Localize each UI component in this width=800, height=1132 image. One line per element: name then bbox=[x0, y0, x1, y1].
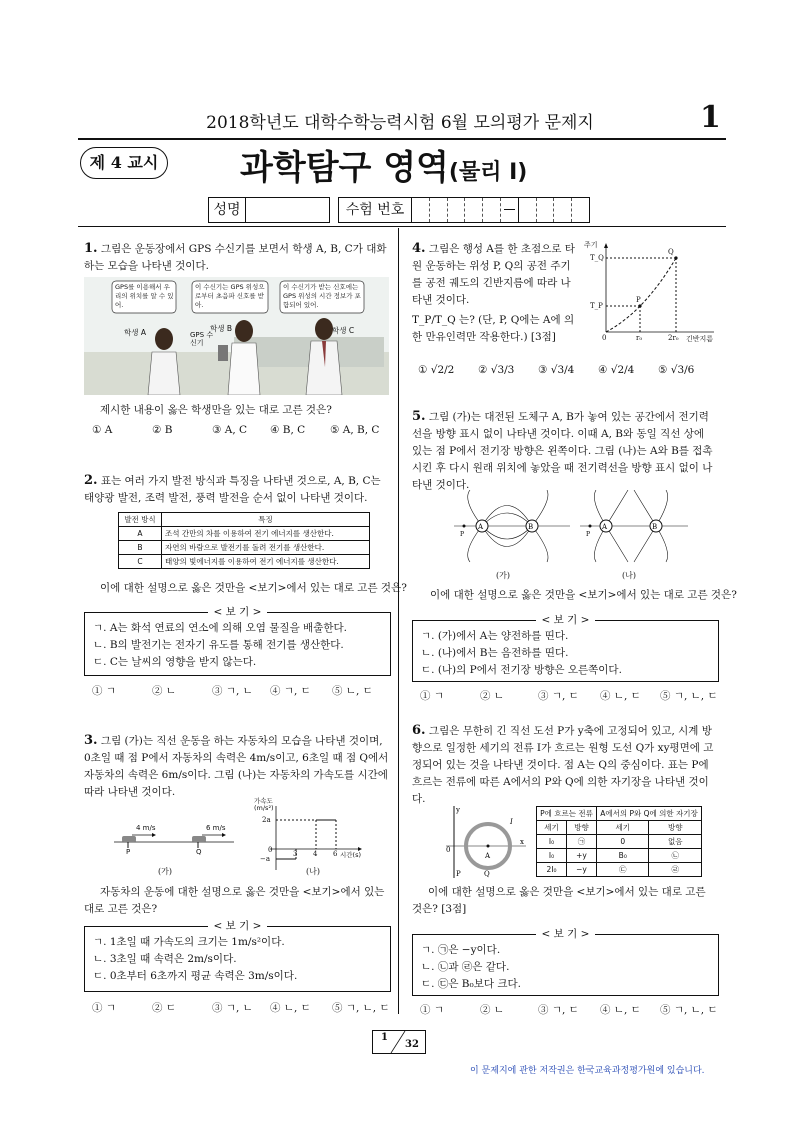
table-cell: 0 bbox=[597, 835, 649, 849]
choice-3[interactable]: ③ √3/4 bbox=[538, 364, 575, 376]
table-row bbox=[119, 541, 370, 555]
table-cell: 자연의 바람으로 발전기를 돌려 전기를 생산한다. bbox=[162, 541, 370, 555]
choice-2[interactable]: ② B bbox=[152, 424, 173, 436]
question-4-text bbox=[412, 240, 580, 309]
graph-r0: r₀ bbox=[636, 334, 643, 342]
question-5-figure bbox=[452, 490, 692, 580]
bogi-item: ㄴ. 3초일 때 속력은 2m/s이다. bbox=[93, 953, 237, 965]
choice-2[interactable]: ② √3/3 bbox=[478, 364, 515, 376]
svg-text:Q: Q bbox=[484, 870, 490, 878]
question-number: 1. bbox=[84, 241, 98, 256]
question-3-choices bbox=[92, 1000, 390, 1015]
question-number: 3. bbox=[84, 733, 98, 748]
table-cell: B bbox=[119, 541, 162, 555]
question-2-prompt: 이에 대한 설명으로 옳은 것만을 <보기>에서 있는 대로 고른 것은? bbox=[100, 582, 407, 594]
question-1-choices bbox=[92, 424, 379, 436]
table-cell: ㉣ bbox=[649, 863, 702, 877]
bogi-item: ㄱ. ㉠은 −y이다. bbox=[421, 944, 501, 956]
caption-ga: (가) bbox=[496, 571, 510, 580]
id-cell bbox=[412, 198, 430, 222]
question-6-text bbox=[412, 722, 717, 808]
table-cell: 태양의 빛에너지를 이용하여 전기 에너지를 생산한다. bbox=[162, 555, 370, 569]
question-body: 그림은 행성 A를 한 초점으로 타원 운동하는 위성 P, Q의 공전 주기를 공전 궤도의 긴반지름에 따라 나타낸 것이다. bbox=[412, 243, 575, 306]
choice-4[interactable]: ④ ㄴ, ㄷ bbox=[600, 1004, 641, 1016]
choice-1[interactable]: ① √2/2 bbox=[418, 364, 455, 376]
column-divider bbox=[398, 228, 399, 1014]
table-cell: B₀ bbox=[597, 849, 649, 863]
bogi-title-text: < 보 기 > bbox=[208, 606, 268, 618]
id-cell bbox=[519, 198, 537, 222]
graph-2r0: 2r₀ bbox=[668, 334, 679, 342]
speed-p-label: 4 m/s bbox=[136, 824, 156, 832]
choice-5[interactable]: ⑤ ㄱ, ㄴ, ㄷ bbox=[660, 1004, 718, 1016]
header-divider bbox=[78, 226, 726, 227]
graph-x-tick: 4 bbox=[313, 850, 318, 858]
id-cell bbox=[483, 198, 501, 222]
choice-5[interactable]: ⑤ A, B, C bbox=[330, 424, 380, 436]
choice-3[interactable]: ③ ㄱ, ㄴ bbox=[212, 685, 253, 697]
question-body: 그림은 무한히 긴 직선 도선 P가 y축에 고정되어 있고, 시계 방향으로 일정한 세기의 전류 I가 흐르는 원형 도선 Q가 xy평면에 고정되어 있는 것을 나타낸 것이다. 점 A는 Q의 중심이다. 표는 P에 흐르는 전류에 따른 A에서의 P와 Q에 의한 자기장을 나타낸 것이다. bbox=[412, 725, 714, 805]
graph-x-label: 시간(s) bbox=[340, 851, 362, 859]
question-3-prompt: 자동차의 운동에 대한 설명으로 옳은 것만을 <보기>에서 있는 대로 고른 것은? bbox=[84, 886, 385, 915]
choice-3[interactable]: ③ ㄱ, ㄴ bbox=[212, 1002, 253, 1014]
choice-1[interactable]: ① ㄱ bbox=[420, 690, 444, 702]
svg-text:B: B bbox=[652, 523, 658, 531]
table-subheader: 방향 bbox=[567, 821, 597, 835]
question-3-figure bbox=[110, 797, 380, 880]
total-pages: 32 bbox=[405, 1039, 419, 1050]
bogi-item: ㄴ. B의 발전기는 전자기 유도를 통해 전기를 생산한다. bbox=[93, 639, 344, 651]
field-lines-svg bbox=[452, 490, 692, 580]
table-cell: ㉡ bbox=[649, 849, 702, 863]
name-field[interactable] bbox=[208, 197, 330, 223]
table-row bbox=[119, 527, 370, 541]
bogi-item: ㄴ. ㉡과 ㉣은 같다. bbox=[421, 961, 510, 973]
svg-text:B: B bbox=[528, 523, 534, 531]
subject-main: 과학탐구 영역 bbox=[240, 148, 449, 188]
choice-2[interactable]: ② ㄴ bbox=[480, 1004, 504, 1016]
bogi-title-text: < 보 기 > bbox=[536, 928, 596, 940]
question-3-text bbox=[84, 732, 389, 801]
choice-1[interactable]: ① ㄱ bbox=[92, 685, 116, 697]
point-p-label: P bbox=[126, 848, 131, 856]
gps-students-illustration bbox=[84, 277, 389, 395]
svg-text:A: A bbox=[478, 523, 484, 531]
question-6-choices bbox=[420, 1002, 718, 1017]
table-cell: 조석 간만의 차를 이용하여 전기 에너지를 생산한다. bbox=[162, 527, 370, 541]
question-number: 5. bbox=[412, 409, 426, 424]
table-cell: A bbox=[119, 527, 162, 541]
table-cell: 없음 bbox=[649, 835, 702, 849]
choice-4[interactable]: ④ ㄱ, ㄷ bbox=[270, 685, 311, 697]
id-cell bbox=[537, 198, 555, 222]
graph-tp: T_P bbox=[590, 302, 603, 310]
subject-sub: (물리 I) bbox=[448, 160, 528, 185]
point-q: Q bbox=[668, 248, 674, 256]
bogi-title bbox=[413, 926, 718, 943]
caption-ga: (가) bbox=[158, 867, 172, 876]
bogi-title bbox=[85, 918, 390, 935]
table-cell: 2I₀ bbox=[537, 863, 567, 877]
id-cell bbox=[448, 198, 466, 222]
table-row bbox=[537, 835, 702, 849]
page-counter bbox=[372, 1030, 426, 1054]
question-body: 그림 (가)는 대전된 도체구 A, B가 놓여 있는 공간에서 전기력선을 방향 표시 없이 나타낸 것이다. 이때 A, B와 동일 직선 상에 있는 점 P에서 전기장 방향은 왼쪽이다. 그림 (나)는 A와 B를 접촉시킨 후 다시 원래 위치에 놓았을 때 전기력선을 방향 표시 없이 나타낸 것이다. bbox=[412, 411, 713, 491]
subject-title bbox=[240, 140, 527, 189]
choice-4[interactable]: ④ B, C bbox=[270, 424, 306, 436]
caption-na: (나) bbox=[306, 867, 320, 876]
svg-text:y: y bbox=[456, 806, 460, 814]
point-q-label: Q bbox=[196, 848, 202, 856]
label-gps-receiver: GPS 수신기 bbox=[190, 331, 214, 347]
question-6-prompt: 이에 대한 설명으로 옳은 것만을 <보기>에서 있는 대로 고른 것은? [3점] bbox=[412, 886, 706, 915]
table-header: 특징 bbox=[162, 513, 370, 527]
table-subheader: 방향 bbox=[649, 821, 702, 835]
bogi-item: ㄱ. 1초일 때 가속도의 크기는 1m/s²이다. bbox=[93, 936, 285, 948]
question-6-figure bbox=[440, 806, 528, 878]
question-5-prompt: 이에 대한 설명으로 옳은 것만을 <보기>에서 있는 대로 고른 것은? bbox=[430, 589, 737, 601]
period-graph-svg bbox=[584, 240, 724, 346]
graph-x-label: 긴반지름 bbox=[686, 335, 714, 343]
table-subheader: 세기 bbox=[537, 821, 567, 835]
table-cell: C bbox=[119, 555, 162, 569]
graph-y-2a: 2a bbox=[262, 816, 271, 824]
question-number: 4. bbox=[412, 241, 426, 256]
table-cell: +y bbox=[567, 849, 597, 863]
table-row bbox=[537, 849, 702, 863]
bogi-item: ㄷ. (나)의 P에서 전기장 방향은 오른쪽이다. bbox=[421, 664, 622, 676]
bogi-item: ㄷ. ㉢은 B₀보다 크다. bbox=[421, 978, 521, 990]
id-dash-cell bbox=[501, 198, 519, 222]
choice-5[interactable]: ⑤ ㄱ, ㄴ, ㄷ bbox=[332, 1002, 390, 1014]
bogi-title bbox=[413, 612, 718, 629]
question-2-text bbox=[84, 472, 389, 507]
question-2-bogi bbox=[84, 606, 391, 676]
question-5-bogi bbox=[412, 614, 719, 682]
exam-title: 2018학년도 대학수학능력시험 6월 모의평가 문제지 bbox=[206, 113, 594, 133]
question-2-choices bbox=[92, 683, 373, 698]
choice-1[interactable]: ① ㄱ bbox=[92, 1002, 116, 1014]
speed-q-label: 6 m/s bbox=[206, 824, 226, 832]
svg-text:A: A bbox=[485, 852, 491, 860]
choice-5[interactable]: ⑤ ㄱ, ㄴ, ㄷ bbox=[660, 690, 718, 702]
table-cell: I₀ bbox=[537, 835, 567, 849]
bogi-title-text: < 보 기 > bbox=[208, 920, 268, 932]
graph-y-label: 가속도 (m/s²) bbox=[254, 797, 274, 812]
question-6-table bbox=[536, 806, 702, 877]
table-cell: −y bbox=[567, 863, 597, 877]
table-row bbox=[119, 555, 370, 569]
exam-id-label: 수험 번호 bbox=[339, 198, 412, 222]
table-subheader: 세기 bbox=[597, 821, 649, 835]
question-2-table bbox=[118, 512, 370, 569]
choice-4[interactable]: ④ ㄴ, ㄷ bbox=[600, 690, 641, 702]
question-4-ask: T_P/T_Q 는? (단, P, Q에는 A에 의한 만유인력만 작용한다.) [3점] bbox=[412, 314, 575, 343]
choice-3[interactable]: ③ ㄱ, ㄷ bbox=[538, 690, 579, 702]
bogi-item: ㄷ. 0초부터 6초까지 평균 속력은 3m/s이다. bbox=[93, 970, 298, 982]
session-badge: 제 4 교시 bbox=[80, 147, 168, 179]
question-6-bogi bbox=[412, 928, 719, 996]
question-body: 그림 (가)는 직선 운동을 하는 자동차의 모습을 나타낸 것이며, 0초일 때 점 P에서 자동차의 속력은 4m/s이고, 6초일 때 점 Q에서 자동차의 속력은 6m/s이다. 그림 (나)는 자동차의 가속도를 시간에 따라 나타낸 것이다. bbox=[84, 735, 389, 798]
id-cell bbox=[465, 198, 483, 222]
graph-x-tick: 6 bbox=[333, 850, 338, 858]
question-body: 표는 여러 가지 발전 방식과 특징을 나타낸 것으로, A, B, C는 태양광 발전, 조력 발전, 풍력 발전을 순서 없이 나타낸 것이다. bbox=[84, 475, 381, 504]
bogi-item: ㄴ. (나)에서 B는 음전하를 띤다. bbox=[421, 647, 569, 659]
choice-1[interactable]: ① A bbox=[92, 424, 113, 436]
svg-text:P: P bbox=[460, 531, 465, 538]
choice-3[interactable]: ③ A, C bbox=[212, 424, 248, 436]
id-cell bbox=[554, 198, 572, 222]
svg-text:0: 0 bbox=[446, 846, 451, 854]
choice-2[interactable]: ② ㄴ bbox=[152, 685, 176, 697]
table-cell: ㉢ bbox=[597, 863, 649, 877]
bogi-item: ㄱ. (가)에서 A는 양전하를 띤다. bbox=[421, 630, 569, 642]
bogi-item: ㄱ. A는 화석 연료의 연소에 의해 오염 물질을 배출한다. bbox=[93, 622, 347, 634]
bogi-title bbox=[85, 604, 390, 621]
page-number: 1 bbox=[700, 100, 721, 135]
wire-loop-svg bbox=[440, 806, 528, 878]
id-cell bbox=[572, 198, 589, 222]
bubble-b: 이 수신기는 GPS 위성으로부터 초음파 신호를 받아. bbox=[195, 283, 265, 309]
choice-2[interactable]: ② ㄷ bbox=[152, 1002, 176, 1014]
svg-text:x: x bbox=[520, 838, 524, 846]
choice-2[interactable]: ② ㄴ bbox=[480, 690, 504, 702]
question-4-choices bbox=[418, 364, 694, 376]
graph-x-tick: 3 bbox=[293, 850, 298, 858]
bubble-c: 이 수신기가 받는 신호에는 GPS 위성의 시간 정보가 포함되어 있어. bbox=[283, 283, 361, 309]
caption-na: (나) bbox=[622, 571, 636, 580]
choice-5[interactable]: ⑤ ㄴ, ㄷ bbox=[332, 685, 373, 697]
name-label: 성명 bbox=[209, 198, 246, 222]
graph-y-neg-a: −a bbox=[260, 855, 271, 863]
question-1-prompt: 제시한 내용이 옳은 학생만을 있는 대로 고른 것은? bbox=[100, 404, 332, 416]
label-student-b: 학생 B bbox=[210, 324, 233, 333]
question-1-text bbox=[84, 240, 389, 275]
svg-text:I: I bbox=[510, 818, 513, 826]
choice-4[interactable]: ④ √2/4 bbox=[598, 364, 635, 376]
label-student-c: 학생 C bbox=[332, 326, 355, 335]
copyright-notice: 이 문제지에 관한 저작권은 한국교육과정평가원에 있습니다. bbox=[470, 1066, 705, 1076]
graph-y-label: 주기 bbox=[584, 241, 598, 249]
current-page: 1 bbox=[381, 1032, 388, 1043]
table-cell: ㉠ bbox=[567, 835, 597, 849]
table-header: 발전 방식 bbox=[119, 513, 162, 527]
question-4-graph bbox=[584, 240, 724, 346]
svg-text:P: P bbox=[456, 870, 461, 878]
table-row bbox=[537, 863, 702, 877]
label-student-a: 학생 A bbox=[124, 328, 147, 337]
exam-id-field[interactable] bbox=[338, 197, 590, 223]
question-number: 2. bbox=[84, 473, 98, 488]
table-header: P에 흐르는 전류 bbox=[537, 807, 597, 821]
graph-tq: T_Q bbox=[590, 254, 604, 262]
choice-3[interactable]: ③ ㄱ, ㄷ bbox=[538, 1004, 579, 1016]
question-number: 6. bbox=[412, 723, 426, 738]
point-p: P bbox=[636, 296, 641, 304]
bogi-item: ㄷ. C는 날씨의 영향을 받지 않는다. bbox=[93, 656, 257, 668]
choice-5[interactable]: ⑤ √3/6 bbox=[658, 364, 695, 376]
question-body: 그림은 운동장에서 GPS 수신기를 보면서 학생 A, B, C가 대화하는 모습을 나타낸 것이다. bbox=[84, 243, 387, 272]
id-cell bbox=[430, 198, 448, 222]
svg-text:A: A bbox=[602, 523, 608, 531]
svg-text:P: P bbox=[586, 531, 591, 538]
car-and-graph-svg bbox=[110, 797, 380, 880]
table-cell: I₀ bbox=[537, 849, 567, 863]
bubble-a: GPS를 이용해서 우리의 위치를 알 수 있어. bbox=[115, 283, 174, 309]
graph-origin: 0 bbox=[602, 334, 607, 342]
question-5-text bbox=[412, 408, 717, 494]
graph-x-tick: 0 bbox=[268, 846, 273, 854]
bogi-title-text: < 보 기 > bbox=[536, 614, 596, 626]
choice-4[interactable]: ④ ㄴ, ㄷ bbox=[270, 1002, 311, 1014]
table-header: A에서의 P와 Q에 의한 자기장 bbox=[597, 807, 702, 821]
question-3-bogi bbox=[84, 920, 391, 992]
choice-1[interactable]: ① ㄱ bbox=[420, 1004, 444, 1016]
question-5-choices bbox=[420, 688, 718, 703]
